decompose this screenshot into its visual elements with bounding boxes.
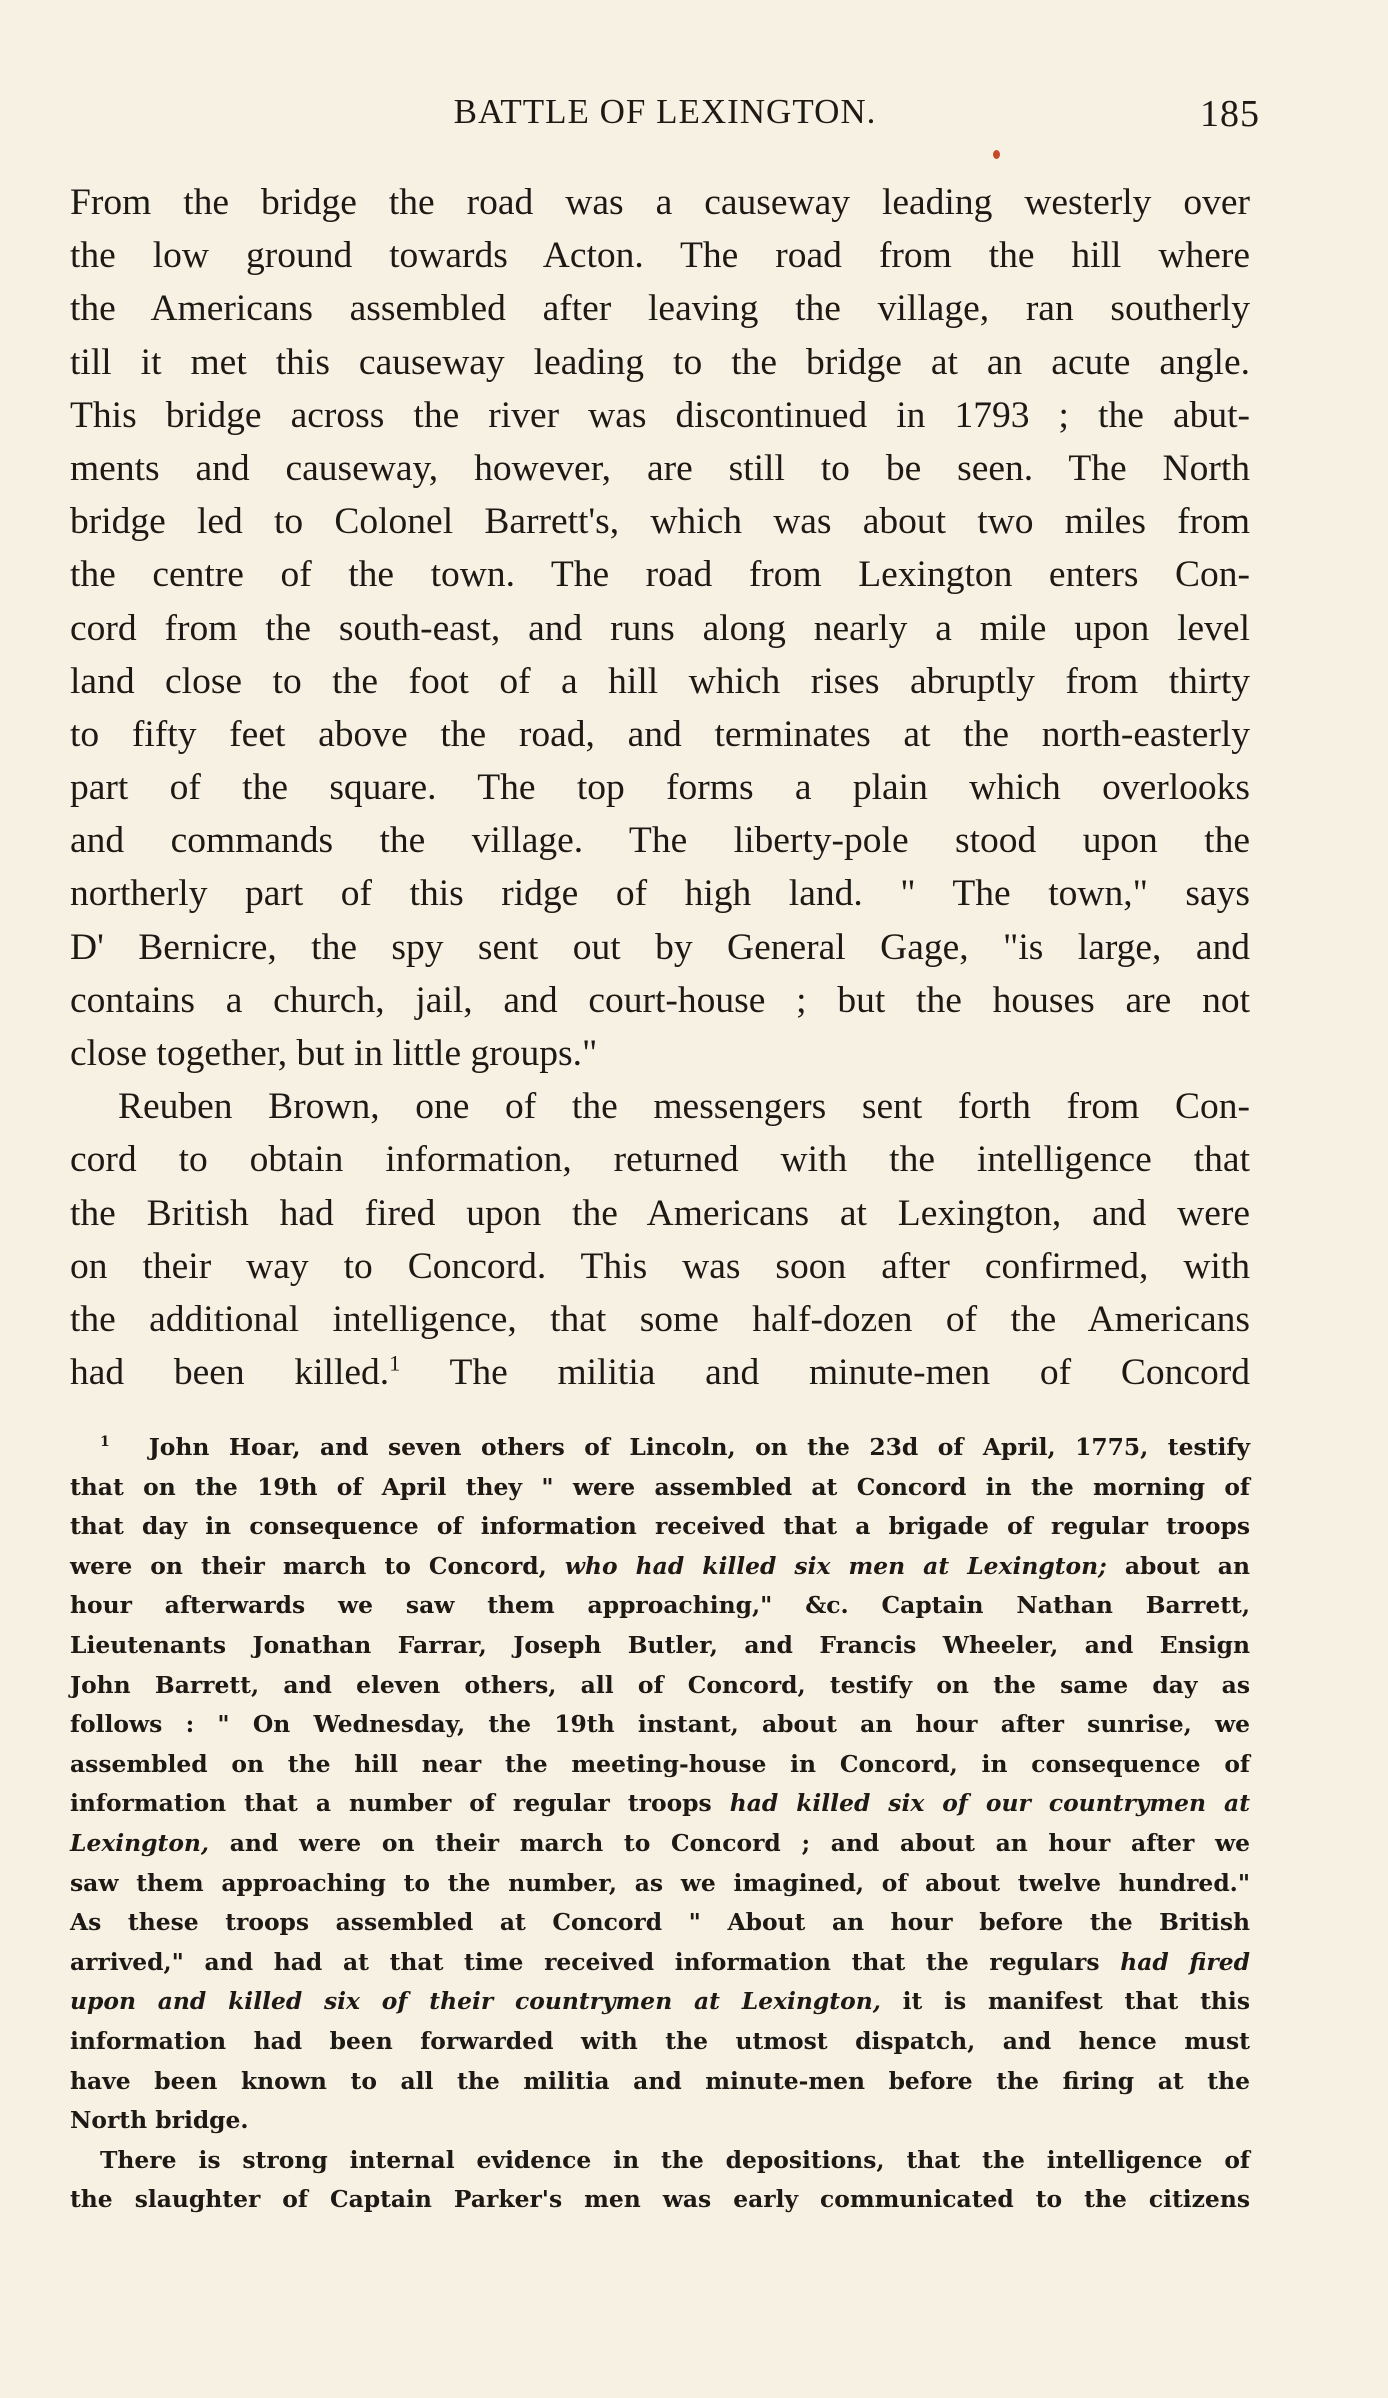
italic-text: who had killed six men at Lexington; — [564, 1551, 1107, 1580]
text-line: the low ground towards Acton. The road from the hill where — [70, 235, 1250, 277]
italic-text: Lexington, — [70, 1828, 210, 1857]
footnote-line: information that a number of regular troops had killed six of our countrymen at — [70, 1789, 1250, 1818]
page-title: BATTLE OF LEXINGTON. — [453, 92, 877, 131]
footnote-line: John Barrett, and eleven others, all of Concord, testify on the same day as — [70, 1670, 1250, 1699]
text-segment: The militia and minute-men of Concord — [400, 1352, 1250, 1394]
footnote-line: have been known to all the militia and minute-men before the firing at the — [70, 2066, 1250, 2095]
footnote-line: saw them approaching to the number, as we imagined, of about twelve hundred." — [70, 1868, 1250, 1897]
footnote-line: Lexington, and were on their march to Concord ; and about an hour after we — [70, 1828, 1250, 1857]
text-line: contains a church, jail, and court-house ; but the houses are not — [70, 979, 1250, 1021]
footnote-line: follows : " On Wednesday, the 19th instant, about an hour after sunrise, we — [70, 1710, 1250, 1739]
footnote-line: There is strong internal evidence in the depositions, that the intelligence of — [100, 2145, 1250, 2174]
text-line: to fifty feet above the road, and terminates at the north-easterly — [70, 713, 1250, 755]
text-line: the British had fired upon the Americans at Lexington, and were — [70, 1192, 1250, 1234]
text-line: and commands the village. The liberty-pole stood upon the — [70, 820, 1250, 862]
page-number: 185 — [1200, 93, 1260, 135]
footnote-line: were on their march to Concord, who had killed six men at Lexington; about an — [70, 1551, 1250, 1580]
text-line: close together, but in little groups." — [70, 1033, 598, 1074]
footnote-line: information had been forwarded with the utmost dispatch, and hence must — [70, 2026, 1250, 2055]
text-line: D' Bernicre, the spy sent out by General Gage, "is large, and — [70, 926, 1250, 968]
footnote-line: North bridge. — [70, 2106, 249, 2135]
italic-text: had fired — [1120, 1947, 1250, 1976]
text-line: cord from the south-east, and runs along nearly a mile upon level — [70, 607, 1250, 649]
text-line: cord to obtain information, returned with the intelligence that — [70, 1139, 1250, 1181]
text-line: This bridge across the river was discontinued in 1793 ; the abut- — [70, 394, 1250, 436]
text-line: the centre of the town. The road from Lexington enters Con- — [70, 554, 1250, 596]
footnote-marker: 1 — [100, 1434, 110, 1451]
running-header — [70, 92, 1260, 142]
text-line: on their way to Concord. This was soon after confirmed, with — [70, 1245, 1250, 1287]
text-line: part of the square. The top forms a plain which overlooks — [70, 767, 1250, 809]
text-segment: had been killed. — [70, 1352, 390, 1394]
footnote-line: assembled on the hill near the meeting-house in Concord, in consequence of — [70, 1749, 1250, 1778]
footnote-line: $^1$ John Hoar, and seven others of Lincoln, on the 23d of April, 1775, testify — [100, 1433, 1251, 1461]
text-line: the additional intelligence, that some half-dozen of the Americans — [70, 1298, 1250, 1340]
main-text — [70, 176, 1250, 1399]
text-line: ments and causeway, however, are still to be seen. The North — [70, 447, 1250, 489]
footnote-line: arrived," and had at that time received information that the regulars had fired — [70, 1947, 1250, 1976]
text-line: land close to the foot of a hill which rises abruptly from thirty — [70, 660, 1250, 702]
text-line-with-note — [70, 1346, 1250, 1399]
text-line: till it met this causeway leading to the bridge at an acute angle. — [70, 341, 1250, 383]
ink-mark — [993, 150, 1000, 159]
footnote-line: As these troops assembled at Concord " About an hour before the British — [70, 1908, 1250, 1937]
footnotes — [70, 1428, 1250, 2220]
footnote-line: the slaughter of Captain Parker's men was early communicated to the citizens — [70, 2185, 1250, 2214]
footnote-reference: 1 — [389, 1350, 401, 1376]
footnote-line: that day in consequence of information received that a brigade of regular troops — [70, 1512, 1250, 1541]
footnote-line: that on the 19th of April they " were assembled at Concord in the morning of — [70, 1472, 1250, 1501]
footnote-line: hour afterwards we saw them approaching," &c. Captain Nathan Barrett, — [70, 1591, 1250, 1620]
text-line: Reuben Brown, one of the messengers sent forth from Con- — [118, 1086, 1250, 1128]
italic-text: upon and killed six of their countrymen at Lexington, — [70, 1987, 881, 2016]
footnote-line: Lieutenants Jonathan Farrar, Joseph Butler, and Francis Wheeler, and Ensign — [70, 1630, 1250, 1659]
footnote-line: upon and killed six of their countrymen at Lexington, it is manifest that this — [70, 1987, 1250, 2016]
text-line: From the bridge the road was a causeway leading westerly over — [70, 182, 1250, 223]
italic-text: had killed six of our countrymen at — [729, 1789, 1250, 1818]
text-line: bridge led to Colonel Barrett's, which was about two miles from — [70, 501, 1250, 543]
text-line: the Americans assembled after leaving the village, ran southerly — [70, 288, 1250, 330]
text-line: northerly part of this ridge of high land. " The town," says — [70, 873, 1250, 915]
